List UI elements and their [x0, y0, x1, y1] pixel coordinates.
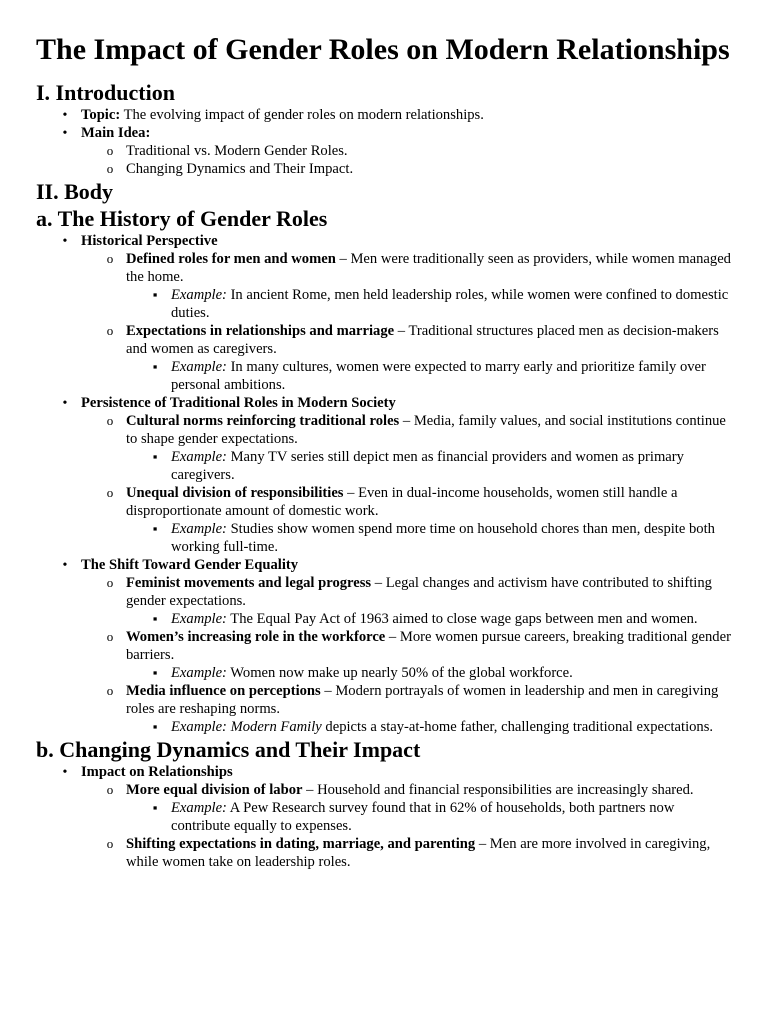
bullet-circle-icon: [103, 682, 117, 700]
list-item: o Media influence on perceptions – Modern portrayals of women in leadership and men in caregiving roles are reshaping norms. ▪ Example: Modern Family depicts a stay-at-home father, challenging traditional expectations.: [36, 682, 732, 736]
list-item: ▪ Example: In ancient Rome, men held leadership roles, while women were confined to domestic duties.: [36, 286, 732, 322]
list-item: ▪ Example: Women now make up nearly 50% of the global workforce.: [36, 664, 732, 682]
bullet-circle-icon: [103, 484, 117, 502]
list-item: ▪ Example: The Equal Pay Act of 1963 aimed to close wage gaps between men and women.: [36, 610, 732, 628]
list-item: • Impact on Relationships o More equal division of labor – Household and financial responsibilities are increasingly shared. ▪ Example: A Pew Research survey found that in 62% of households, both partners now contribute equally to expenses. o Shifting expectations in dating, marriage, and parenting – Men are more involved in caregiving, while women take on leadership roles.: [36, 763, 732, 871]
bullet-circle-icon: [103, 574, 117, 592]
intro-heading: I. Introduction: [36, 80, 175, 105]
bullet-square-icon: [148, 610, 162, 628]
bullet-circle-icon: [103, 781, 117, 799]
page-title: The Impact of Gender Roles on Modern Relationships: [36, 33, 730, 66]
list-item: ▪ Example: A Pew Research survey found that in 62% of households, both partners now contribute equally to expenses.: [36, 799, 732, 835]
bullet-square-icon: [148, 718, 162, 736]
bullet-circle-icon: [103, 142, 117, 160]
list-item: ▪ Example: In many cultures, women were expected to marry early and prioritize family over personal ambitions.: [36, 358, 732, 394]
bullet-square-icon: [148, 664, 162, 682]
bullet-circle-icon: [103, 322, 117, 340]
bullet-circle-icon: [103, 160, 117, 178]
list-item: o Shifting expectations in dating, marriage, and parenting – Men are more involved in caregiving, while women take on leadership roles.: [36, 835, 732, 871]
section-a-heading: a. The History of Gender Roles: [36, 206, 328, 231]
list-item: ▪ Example: Studies show women spend more time on household chores than men, despite both working full-time.: [36, 520, 732, 556]
list-item: o Feminist movements and legal progress – Legal changes and activism have contributed to shifting gender expectations. ▪ Example: The Equal Pay Act of 1963 aimed to close wage gaps between men and women.: [36, 574, 732, 628]
body-heading: II. Body: [36, 179, 114, 204]
bullet-disc-icon: [58, 232, 72, 251]
bullet-square-icon: [148, 448, 162, 466]
list-item: o Defined roles for men and women – Men were traditionally seen as providers, while women managed the home. ▪ Example: In ancient Rome, men held leadership roles, while women were confined to domestic duties.: [36, 250, 732, 322]
list-item: ▪ Example: Many TV series still depict men as financial providers and women as primary caregivers.: [36, 448, 732, 484]
bullet-disc-icon: [58, 124, 72, 143]
bullet-disc-icon: [58, 106, 72, 125]
intro-list: [36, 106, 732, 178]
bullet-circle-icon: [103, 250, 117, 268]
bullet-circle-icon: [103, 628, 117, 646]
list-item: o Expectations in relationships and marriage – Traditional structures placed men as decision-makers and women as caregivers. ▪ Example: In many cultures, women were expected to marry early and prioritize family over personal ambitions.: [36, 322, 732, 394]
bullet-disc-icon: [58, 556, 72, 575]
list-item: • Persistence of Traditional Roles in Modern Society o Cultural norms reinforcing traditional roles – Media, family values, and social institutions continue to shape gender expectations. ▪ Example: Many TV series still depict men as financial providers and women as primary caregivers. o Unequal division of responsibilities – Even in dual-income households, women still handle a disproportionate amount of domestic work. ▪ Example: Studies show women spend more time on household chores than men, despite both working full-time.: [36, 394, 732, 556]
bullet-circle-icon: [103, 835, 117, 853]
list-item: • Topic: The evolving impact of gender roles on modern relationships.: [36, 106, 732, 124]
bullet-square-icon: [148, 799, 162, 817]
list-item: o Changing Dynamics and Their Impact.: [36, 160, 732, 178]
section-a-list: [36, 232, 732, 736]
bullet-disc-icon: [58, 763, 72, 782]
section-b-list: [36, 763, 732, 871]
list-item: o Unequal division of responsibilities – Even in dual-income households, women still handle a disproportionate amount of domestic work. ▪ Example: Studies show women spend more time on household chores than men, despite both working full-time.: [36, 484, 732, 556]
section-b-heading: b. Changing Dynamics and Their Impact: [36, 737, 421, 762]
bullet-circle-icon: [103, 412, 117, 430]
bullet-square-icon: [148, 358, 162, 376]
list-item: o Traditional vs. Modern Gender Roles.: [36, 142, 732, 160]
bullet-square-icon: [148, 286, 162, 304]
list-item: • Main Idea: o Traditional vs. Modern Gender Roles. o Changing Dynamics and Their Impact.: [36, 124, 732, 178]
list-item: o More equal division of labor – Household and financial responsibilities are increasingly shared. ▪ Example: A Pew Research survey found that in 62% of households, both partners now contribute equally to expenses.: [36, 781, 732, 835]
list-item: o Cultural norms reinforcing traditional roles – Media, family values, and social institutions continue to shape gender expectations. ▪ Example: Many TV series still depict men as financial providers and women as primary caregivers.: [36, 412, 732, 484]
list-item: • The Shift Toward Gender Equality o Feminist movements and legal progress – Legal changes and activism have contributed to shifting gender expectations. ▪ Example: The Equal Pay Act of 1963 aimed to close wage gaps between men and women. o Women’s increasing role in the workforce – More women pursue careers, breaking traditional gender barriers. ▪ Example: Women now make up nearly 50% of the global workforce. o Media influence on perceptions – Modern portrayals of women in leadership and men in caregiving roles are reshaping norms. ▪ Example: Modern Family depicts a stay-at-home father, challenging traditional expectations.: [36, 556, 732, 736]
list-item: o Women’s increasing role in the workforce – More women pursue careers, breaking traditional gender barriers. ▪ Example: Women now make up nearly 50% of the global workforce.: [36, 628, 732, 682]
list-item: ▪ Example: Modern Family depicts a stay-at-home father, challenging traditional expectations.: [36, 718, 732, 736]
bullet-disc-icon: [58, 394, 72, 413]
list-item: • Historical Perspective o Defined roles for men and women – Men were traditionally seen as providers, while women managed the home. ▪ Example: In ancient Rome, men held leadership roles, while women were confined to domestic duties. o Expectations in relationships and marriage – Traditional structures placed men as decision-makers and women as caregivers. ▪ Example: In many cultures, women were expected to marry early and prioritize family over personal ambitions.: [36, 232, 732, 394]
bullet-square-icon: [148, 520, 162, 538]
